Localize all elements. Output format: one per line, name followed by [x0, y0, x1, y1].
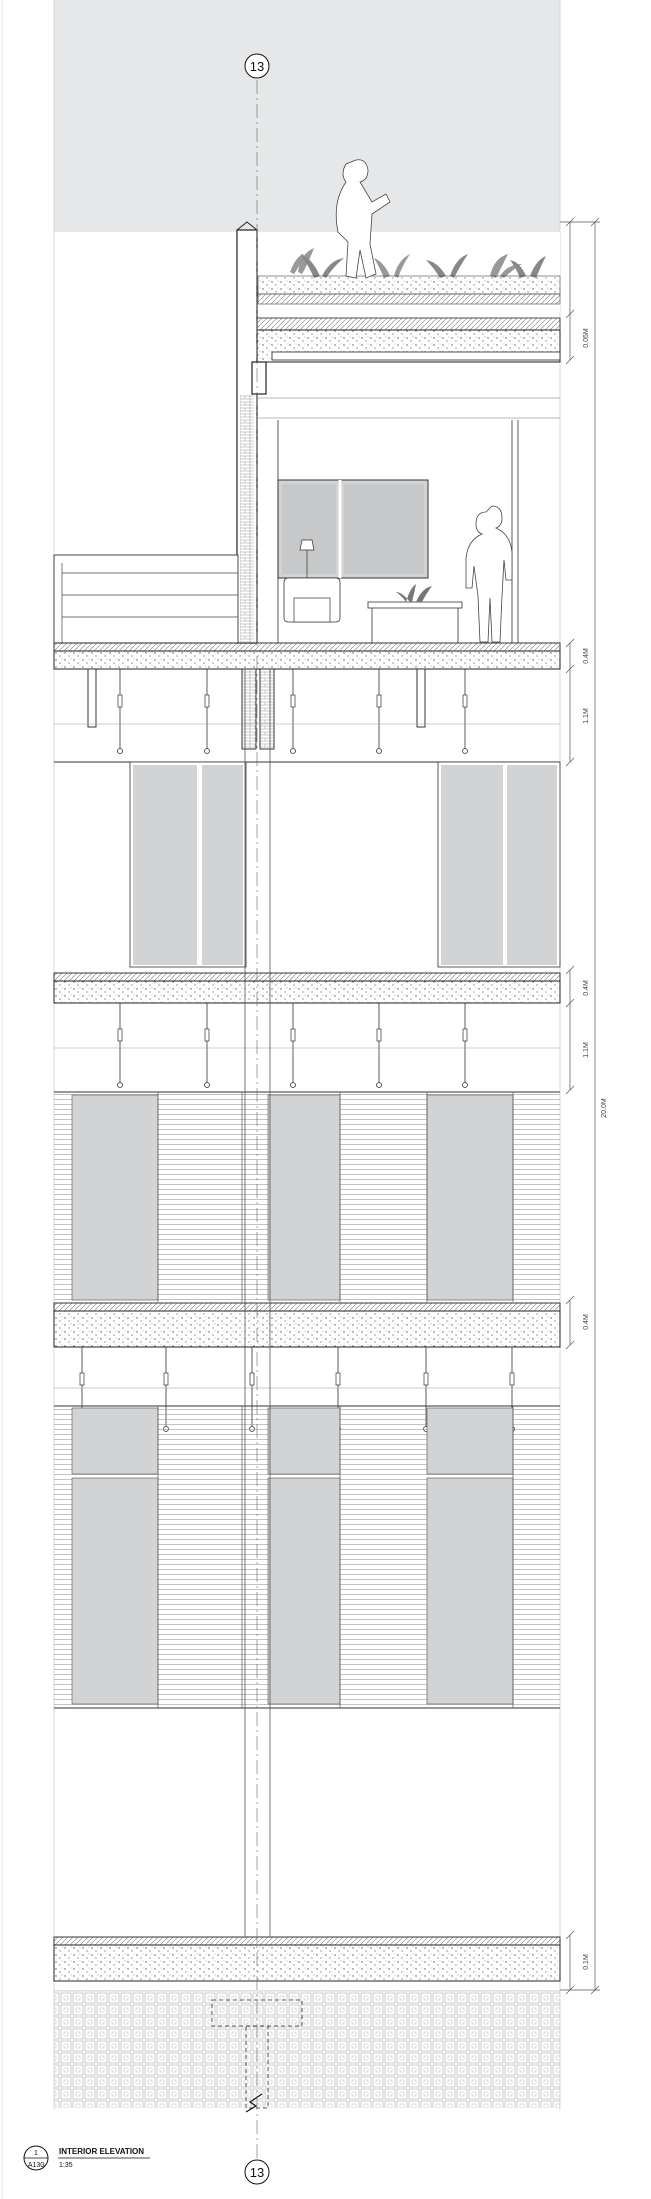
sheet-number: A130 — [27, 2162, 45, 2169]
neighbouring-building — [54, 555, 238, 643]
foundation-grate — [54, 1990, 560, 2112]
gridline-label-top: 13 — [249, 59, 265, 74]
title-block — [24, 2146, 150, 2170]
roof-slab — [250, 318, 560, 418]
detail-number: 1 — [34, 2150, 38, 2157]
ceiling-hangers-level-2 — [54, 1003, 560, 1092]
ceiling-hangers-level-1 — [54, 669, 560, 762]
floor-slab-4 — [54, 1937, 560, 1981]
floor-slab-3 — [54, 1303, 560, 1347]
dim-label-0: 0.05M — [583, 328, 590, 348]
louvres-level-3 — [54, 1406, 560, 1708]
dim-label-5: 20.0M — [601, 1098, 608, 1118]
coffee-table — [368, 602, 462, 608]
dim-label-6: 0.4M — [583, 1314, 590, 1330]
dim-label-3: 0.4M — [583, 980, 590, 996]
sky-background — [54, 0, 560, 232]
dim-label-1: 0.4M — [583, 648, 590, 664]
dim-label-2: 1.1M — [583, 708, 590, 724]
gridline-bubble-bottom — [245, 2160, 269, 2184]
floor-slab-2 — [54, 973, 560, 1003]
glazing-level-1 — [130, 762, 560, 967]
floor-slab-1 — [54, 643, 560, 669]
dim-label-4: 1.1M — [583, 1042, 590, 1058]
drawing-title: INTERIOR ELEVATION — [59, 2147, 145, 2156]
gridline-bubble-top — [245, 54, 269, 78]
louvres-level-2 — [54, 1092, 560, 1302]
dim-label-7: 0.1M — [583, 1954, 590, 1970]
dimension-chain — [560, 218, 600, 1994]
upper-interior-room — [278, 420, 518, 643]
drawing-scale: 1:35 — [59, 2162, 73, 2169]
gridline-label-bottom: 13 — [249, 2165, 265, 2180]
